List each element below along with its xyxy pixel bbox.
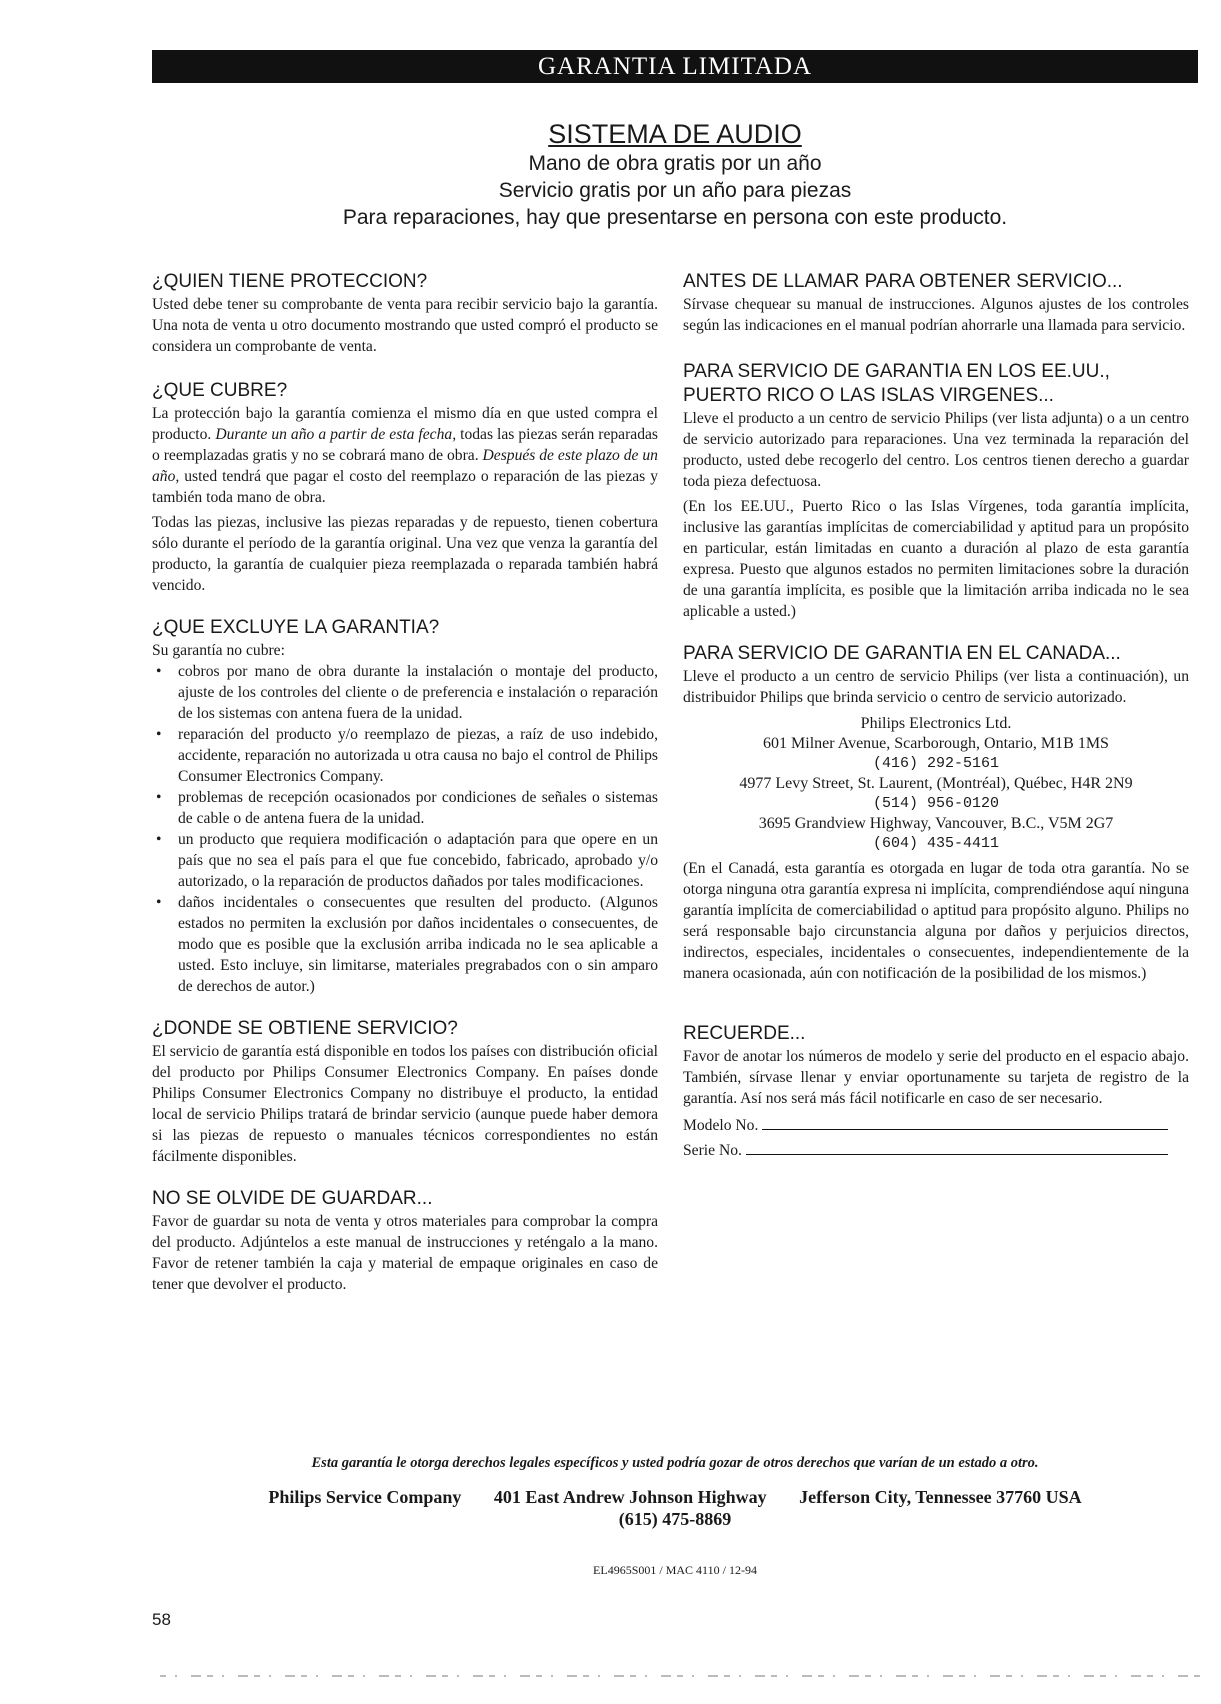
section-body-antes: Sírvase chequear su manual de instrucciones. Algunos ajustes de los controles según las indicaciones en el manual podrían ahorrarle una llamada para servicio. [683, 296, 1189, 334]
section-body-cubre: La protección bajo la garantía comienza el mismo día en que usted compra el producto. Durante un año a partir de esta fecha, todas las piezas serán reparadas o reemplazadas gratis y no se cobrará mano de obra. Después de este plazo de un año, usted tendrá que pagar el costo del reemplazo o reparación de las piezas y también toda mano de obra. [152, 405, 658, 506]
section-title-guardar: NO SE OLVIDE DE GUARDAR... [152, 1188, 433, 1209]
section-title-donde: ¿DONDE SE OBTIENE SERVICIO? [152, 1018, 458, 1039]
address-line: 3695 Grandview Highway, Vancouver, B.C., V5M 2G7 [758, 815, 1114, 832]
list-item: • daños incidentales o consecuentes que resulten del producto. (Algunos estados no permiten la exclusión por daños incidentales o consecuentes, de modo que es posible que la exclusión arriba indicada no le sea aplicable a usted. Esto incluye, sin limitarse, materiales pregrabados con o sin amparo de derechos de autor.) [178, 892, 658, 997]
page-number: 58 [152, 1610, 171, 1629]
exclusions-list [152, 661, 658, 997]
phone-number: (604) 435-4411 [872, 835, 1000, 852]
canada-addresses [683, 714, 1189, 854]
list-item: • cobros por mano de obra durante la instalación o montaje del producto, ajuste de los controles del cliente o de preferencia e instalación o reparación de los sistemas con antena fuera de la unidad. [178, 661, 658, 724]
modelo-field[interactable] [683, 1115, 1189, 1136]
section-body-recuerde: Favor de anotar los números de modelo y serie del producto en el espacio abajo. También, sírvase llenar y enviar oportunamente su tarjeta de registro de la garantía. Así nos será más fácil notificarle en caso de ser necesario. [683, 1048, 1189, 1107]
canada-company: Philips Electronics Ltd. [860, 715, 1012, 732]
banner-title: GARANTIA LIMITADA [152, 50, 1198, 83]
left-column [152, 270, 658, 1295]
address-line: 4977 Levy Street, St. Laurent, (Montréal), Québec, H4R 2N9 [739, 775, 1133, 792]
address-line: 601 Milner Avenue, Scarborough, Ontario, M1B 1MS [763, 735, 1109, 752]
company-city: Jefferson City, Tennessee 37760 USA [799, 1487, 1082, 1507]
company-name: Philips Service Company [268, 1487, 462, 1507]
section-title-recuerde: RECUERDE... [683, 1023, 806, 1044]
modelo-blank-line[interactable] [762, 1115, 1168, 1130]
section-title-antes: ANTES DE LLAMAR PARA OBTENER SERVICIO... [683, 271, 1123, 292]
scan-noise-divider [160, 1672, 1200, 1680]
section-title-eeuu: PARA SERVICIO DE GARANTIA EN LOS EE.UU., PUERTO RICO O LAS ISLAS VIRGENES... [683, 361, 1110, 406]
product-heading [152, 118, 1198, 231]
document-code: EL4965S001 / MAC 4110 / 12-94 [593, 1563, 757, 1577]
list-item: • reparación del producto y/o reemplazo de piezas, a raíz de uso indebido, accidente, reparación no autorizada u otra causa no bajo el control de Philips Consumer Electronics Company. [178, 724, 658, 787]
company-address: 401 East Andrew Johnson Highway [493, 1487, 767, 1507]
section-title-canada: PARA SERVICIO DE GARANTIA EN EL CANADA... [683, 643, 1121, 664]
section-body-quien: Usted debe tener su comprobante de venta para recibir servicio bajo la garantía. Una nota de venta u otro documento mostrando que usted compró el producto se considera un comprobante de venta. [152, 296, 658, 355]
serie-label: Serie No. [683, 1142, 742, 1159]
section-body-cubre-2: Todas las piezas, inclusive las piezas reparadas y de repuesto, tienen cobertura sólo durante el período de la garantía original. Una vez que venza la garantía del producto, la garantía de cualquier pieza reemplazada o reparada también habrá vencido. [152, 514, 658, 594]
section-body-donde: El servicio de garantía está disponible en todos los países con distribución oficial del producto por Philips Consumer Electronics Company. En países donde Philips Consumer Electronics Company no distribuye el producto, la entidad local de servicio Philips tratará de brindar servicio (aunque puede haber demora si las piezas de repuesto o manuales técnicos correspondientes no están fácilmente disponibles. [152, 1043, 658, 1165]
heading-line-labor: Mano de obra gratis por un año [528, 152, 822, 175]
section-body-eeuu-1: Lleve el producto a un centro de servicio Philips (ver lista adjunta) o a un centro de servicio autorizado para reparaciones. Una vez terminada la reparación del producto, usted debe recogerlo del centro. Los centros tienen derecho a guardar toda pieza defectuosa. [683, 410, 1189, 490]
section-title-cubre: ¿QUE CUBRE? [152, 380, 288, 401]
product-title: SISTEMA DE AUDIO [548, 119, 802, 149]
heading-line-parts: Servicio gratis por un año para piezas [498, 179, 852, 202]
section-body-guardar: Favor de guardar su nota de venta y otros materiales para comprobar la compra del producto. Adjúntelos a este manual de instrucciones y reténgalo a la mano. Favor de retener también la caja y material de empaque originales en caso de tener que devolver el producto. [152, 1213, 658, 1293]
phone-number: (416) 292-5161 [872, 755, 1000, 772]
section-body-eeuu-2: (En los EE.UU., Puerto Rico o las Islas Vírgenes, toda garantía implícita, inclusive las garantías implícitas de comerciabilidad y aptitud para un propósito en particular, están limitadas en cuanto a duración al plazo de esta garantía expresa. Puesto que algunos estados no permiten limitaciones sobre la duración de una garantía implícita, es posible que la limitación arriba indicada no le sea aplicable a usted.) [683, 498, 1189, 620]
serie-blank-line[interactable] [746, 1140, 1168, 1155]
right-column [683, 270, 1189, 1161]
section-body-canada-2: (En el Canadá, esta garantía es otorgada en lugar de toda otra garantía. No se otorga ninguna otra garantía expresa ni implícita, comprendiéndose aquí ninguna garantía implícita de comerciabilidad o aptitud para propósito alguno. Philips no será responsable bajo circunstancia alguna por daños y perjuicios directos, indirectos, especiales, incidentales o consecuentes, independientemente de la manera ocasionada, aún con notificación de la posibilidad de los mismos.) [683, 860, 1189, 982]
heading-line-carry-in: Para reparaciones, hay que presentarse en persona con este producto. [342, 206, 1008, 229]
list-item: • problemas de recepción ocasionados por condiciones de señales o sistemas de cable o de antena fuera de la unidad. [178, 787, 658, 829]
modelo-label: Modelo No. [683, 1117, 759, 1134]
service-company-row [152, 1487, 1198, 1508]
list-item: • un producto que requiera modificación o adaptación para que opere en un país que no sea el país para el que fue concebido, fabricado, aprobado y/o autorizado, o la reparación de productos dañados por tales modificaciones. [178, 829, 658, 892]
section-title-excluye: ¿QUE EXCLUYE LA GARANTIA? [152, 617, 440, 638]
company-phone: (615) 475-8869 [618, 1509, 732, 1529]
section-title-quien: ¿QUIEN TIENE PROTECCION? [152, 271, 428, 292]
phone-number: (514) 956-0120 [872, 795, 1000, 812]
section-intro-excluye: Su garantía no cubre: [152, 642, 285, 659]
serie-field[interactable] [683, 1140, 1189, 1161]
legal-notice: Esta garantía le otorga derechos legales específicos y usted podría gozar de otros derechos que varían de un estado a otro. [311, 1455, 1039, 1471]
section-body-canada-1: Lleve el producto a un centro de servicio Philips (ver lista a continuación), un distribuidor Philips que brinda servicio o centro de servicio autorizado. [683, 668, 1189, 706]
